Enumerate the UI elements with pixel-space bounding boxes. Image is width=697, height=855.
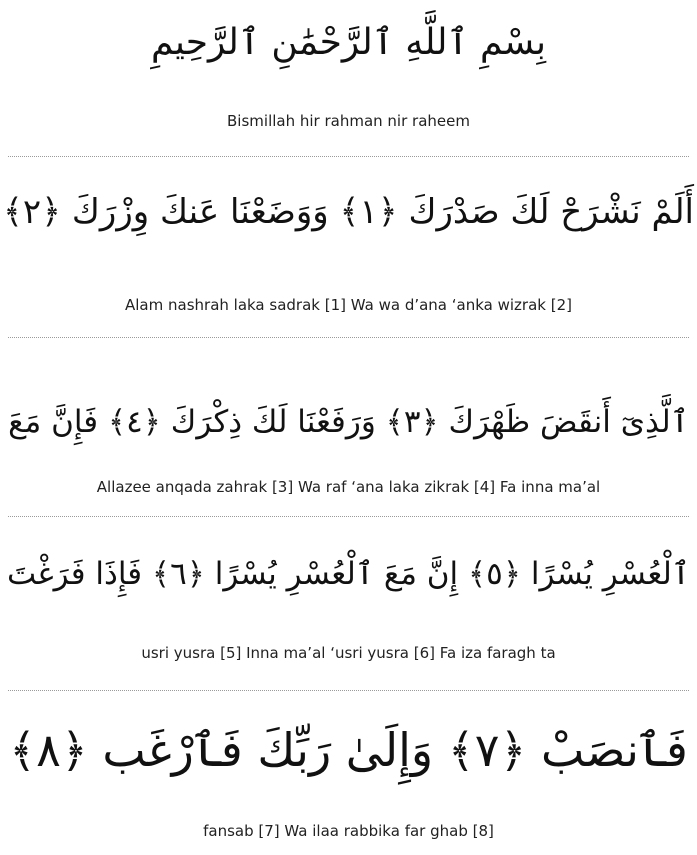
verse-line-3-transliteration: usri yusra [5] Inna ma’al ‘usri yusra [6] Fa iza faragh ta	[141, 644, 556, 662]
bismillah-transliteration: Bismillah hir rahman nir raheem	[227, 112, 470, 130]
divider	[8, 337, 689, 338]
bismillah-arabic: بِسْمِ ٱللَّهِ ٱلرَّحْمَٰنِ ٱلرَّحِيمِ	[150, 22, 547, 63]
divider	[8, 690, 689, 691]
divider	[8, 516, 689, 517]
verse-line-1-transliteration: Alam nashrah laka sadrak [1] Wa wa d’ana ‘anka wizrak [2]	[125, 296, 572, 314]
verse-line-2-arabic: ٱلَّذِىٓ أَنقَضَ ظَهْرَكَ ﴿٣﴾ وَرَفَعْنَا لَكَ ذِكْرَكَ ﴿٤﴾ فَإِنَّ مَعَ	[8, 404, 689, 440]
verse-line-1-arabic: أَلَمْ نَشْرَحْ لَكَ صَدْرَكَ ﴿١﴾ وَوَضَعْنَا عَنكَ وِزْرَكَ ﴿٢﴾	[2, 192, 694, 232]
verse-line-4-transliteration: fansab [7] Wa ilaa rabbika far ghab [8]	[203, 822, 494, 840]
verse-line-3-arabic: ٱلْعُسْرِ يُسْرًا ﴿٥﴾ إِنَّ مَعَ ٱلْعُسْرِ يُسْرًا ﴿٦﴾ فَإِذَا فَرَغْتَ	[6, 556, 691, 592]
divider	[8, 156, 689, 157]
verse-line-4-arabic: فَٱنصَبْ ﴿٧﴾ وَإِلَىٰ رَبِّكَ فَٱرْغَب ﴿٨﴾	[9, 723, 688, 777]
verse-line-2-transliteration: Allazee anqada zahrak [3] Wa raf ‘ana laka zikrak [4] Fa inna ma’al	[96, 478, 601, 496]
